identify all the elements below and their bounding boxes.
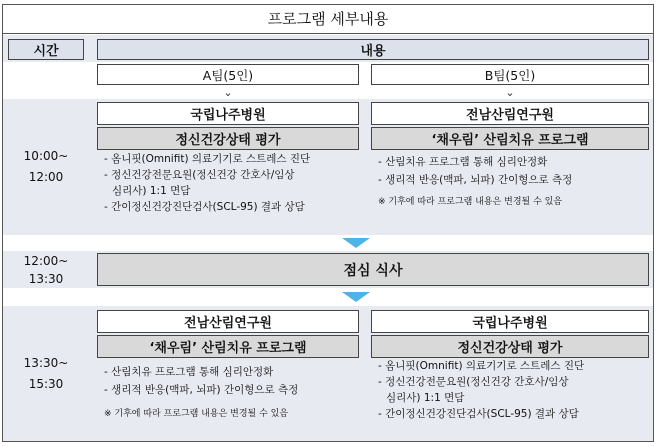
list-item: - 옴니핏(Omnifit) 의료기기로 스트레스 진단 <box>378 360 585 372</box>
session1-time-end: 12:00 <box>28 170 64 184</box>
session1-right-site: 전남산림연구원 <box>371 102 649 125</box>
header-time: 시간 <box>8 39 84 60</box>
session2-left-list <box>104 363 358 437</box>
list-item: - 산림치유 프로그램 통해 심리안정화 <box>104 366 274 378</box>
list-item: - 간이정신건강진단검사(SCL-95) 결과 상담 <box>378 408 579 420</box>
session2-left-subject: ‘채우림’ 산림치유 프로그램 <box>97 335 359 358</box>
header-content: 내용 <box>97 39 649 60</box>
list-item: - 옴니핏(Omnifit) 의료기기로 스트레스 진단 <box>104 153 311 165</box>
list-item: - 생리적 반응(맥파, 뇌파) 간이형으로 측정 <box>104 384 299 396</box>
table-title: 프로그램 세부내용 <box>2 4 654 34</box>
list-item: - 산림치유 프로그램 통해 심리안정화 <box>378 156 548 168</box>
session2-time-start: 13:30~ <box>23 355 69 370</box>
session2-left-site: 전남산림연구원 <box>97 310 359 333</box>
lunch-time-start: 12:00~ <box>23 253 69 268</box>
session2-time <box>8 306 84 441</box>
list-item: 심리사) 1:1 면담 <box>112 185 191 197</box>
weather-note: ※ 기후에 따라 프로그램 내용은 변경될 수 있음 <box>378 197 563 207</box>
list-item: - 정신건강전문요원(정신건강 간호사/임상 <box>104 169 295 181</box>
session1-right-subject: ‘채우림’ 산림치유 프로그램 <box>371 127 649 150</box>
session1-right-list <box>378 153 648 233</box>
session2-right-list <box>378 358 648 438</box>
list-item: - 생리적 반응(맥파, 뇌파) 간이형으로 측정 <box>378 174 573 186</box>
session1-left-site: 국립나주병원 <box>97 102 359 125</box>
team-a-label: A팀(5인) <box>97 64 359 85</box>
list-item: 심리사) 1:1 면담 <box>386 392 465 404</box>
session1-left-subject: 정신건강상태 평가 <box>97 127 359 150</box>
lunch-time <box>8 251 84 288</box>
chevron-down-icon: ⌄ <box>505 86 515 99</box>
session1-time <box>8 99 84 235</box>
chevron-down-icon: ⌄ <box>223 86 233 99</box>
lunch-time-end: 13:30 <box>28 271 64 286</box>
session2-right-subject: 정신건강상태 평가 <box>371 335 649 358</box>
team-b-label: B팀(5인) <box>371 64 649 85</box>
session1-left-list <box>104 151 358 231</box>
down-arrow-icon <box>342 238 370 248</box>
session2-time-end: 15:30 <box>28 376 64 391</box>
lunch-label: 점심 식사 <box>97 253 649 286</box>
list-item: - 정신건강전문요원(정신건강 간호사/임상 <box>378 376 569 388</box>
session1-time-start: 10:00~ <box>23 149 69 163</box>
session2-right-site: 국립나주병원 <box>371 310 649 333</box>
list-item: - 간이정신건강진단검사(SCL-95) 결과 상담 <box>104 201 305 213</box>
down-arrow-icon <box>342 292 370 302</box>
weather-note: ※ 기후에 따라 프로그램 내용은 변경될 수 있음 <box>104 409 289 419</box>
